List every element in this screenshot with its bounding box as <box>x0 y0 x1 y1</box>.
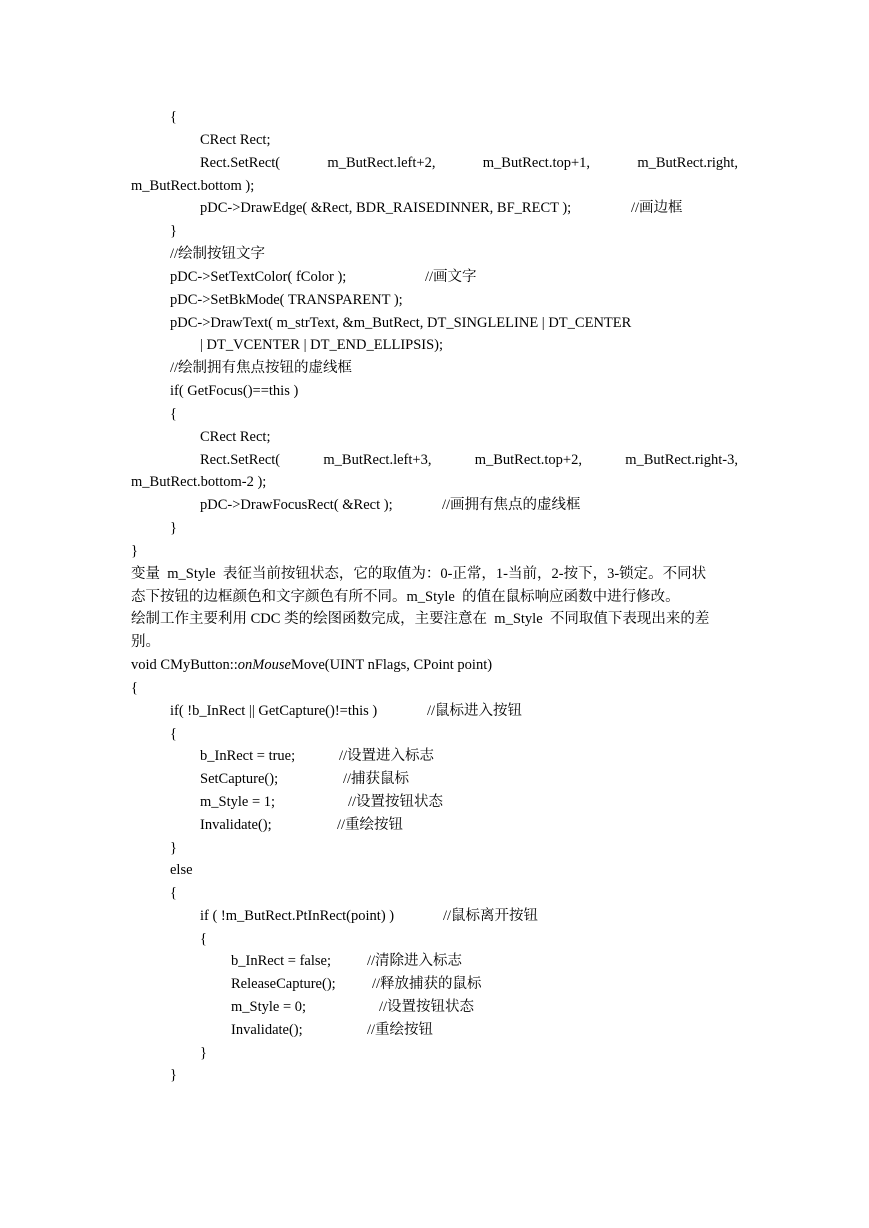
code-comment: //重绘按钮 <box>367 1022 434 1038</box>
code-token: m_ButRect.top+1, <box>482 155 591 171</box>
code-line: { <box>131 680 138 696</box>
code-token: m_ButRect.right, <box>637 155 738 171</box>
code-line: } <box>200 1045 207 1061</box>
paragraph-line: 变量 m_Style 表征当前按钮状态，它的取值为：0-正常，1-当前，2-按下，3-锁定。不同状 <box>131 566 707 582</box>
code-token: Rect.SetRect( <box>200 452 281 468</box>
code-comment: //设置按钮状态 <box>348 794 444 810</box>
code-token: m_ButRect.right-3, <box>625 452 738 468</box>
function-signature <box>131 656 492 674</box>
code-line: pDC->DrawText( m_strText, &m_ButRect, DT_SINGLELINE | DT_CENTER <box>170 315 632 331</box>
code-token: m_ButRect.left+3, <box>323 452 432 468</box>
code-line: if ( !m_ButRect.PtInRect(point) ) <box>200 908 395 924</box>
code-line: Invalidate(); <box>231 1022 303 1038</box>
sig-part-italic: onMouse <box>237 657 291 673</box>
code-line: } <box>131 543 138 559</box>
code-line: CRect Rect; <box>200 132 271 148</box>
code-comment: //释放捕获的鼠标 <box>372 976 482 992</box>
code-line-justified <box>200 451 738 469</box>
code-line: { <box>170 406 177 422</box>
code-line: pDC->DrawFocusRect( &Rect ); <box>200 497 393 513</box>
paragraph-line: 绘制工作主要利用 CDC 类的绘图函数完成，主要注意在 m_Style 不同取值下表现出来的差 <box>131 611 710 627</box>
sig-part: void CMyButton:: <box>131 657 238 673</box>
code-line: b_InRect = true; <box>200 748 296 764</box>
code-comment: //鼠标离开按钮 <box>443 908 539 924</box>
code-line: ReleaseCapture(); <box>231 976 336 992</box>
code-token: m_ButRect.left+2, <box>327 155 436 171</box>
code-line: pDC->SetTextColor( fColor ); <box>170 269 347 285</box>
sig-part: Move(UINT nFlags, CPoint point) <box>290 657 493 673</box>
code-line: m_ButRect.bottom ); <box>131 178 255 194</box>
code-comment: //绘制按钮文字 <box>170 246 266 262</box>
code-line: { <box>200 931 207 947</box>
code-line: m_Style = 1; <box>200 794 276 810</box>
code-line: else <box>170 862 193 878</box>
code-line: m_Style = 0; <box>231 999 307 1015</box>
code-line: { <box>170 109 177 125</box>
code-token: Rect.SetRect( <box>200 155 281 171</box>
code-comment: //画拥有焦点的虚线框 <box>442 497 581 513</box>
code-line: } <box>170 223 177 239</box>
code-comment: //设置进入标志 <box>339 748 435 764</box>
code-line: pDC->SetBkMode( TRANSPARENT ); <box>170 292 403 308</box>
code-token: m_ButRect.top+2, <box>474 452 582 468</box>
code-comment: //绘制拥有焦点按钮的虚线框 <box>170 360 353 376</box>
code-line: if( !b_InRect || GetCapture()!=this ) <box>170 703 378 719</box>
code-comment: //画文字 <box>425 269 477 285</box>
code-line-justified <box>200 154 738 172</box>
code-line: b_InRect = false; <box>231 953 331 969</box>
paragraph-line: 态下按钮的边框颜色和文字颜色有所不同。m_Style 的值在鼠标响应函数中进行修改。 <box>131 589 680 605</box>
code-comment: //画边框 <box>631 200 683 216</box>
code-line: { <box>170 885 177 901</box>
code-line: } <box>170 1067 177 1083</box>
code-line: pDC->DrawEdge( &Rect, BDR_RAISEDINNER, BF_RECT ); <box>200 200 572 216</box>
code-line: m_ButRect.bottom-2 ); <box>131 474 267 490</box>
code-comment: //设置按钮状态 <box>379 999 475 1015</box>
code-comment: //鼠标进入按钮 <box>427 703 523 719</box>
code-line: CRect Rect; <box>200 429 271 445</box>
code-line: | DT_VCENTER | DT_END_ELLIPSIS); <box>200 337 444 353</box>
code-line: if( GetFocus()==this ) <box>170 383 299 399</box>
paragraph-line: 别。 <box>131 634 160 650</box>
code-line: } <box>170 840 177 856</box>
code-line: Invalidate(); <box>200 817 272 833</box>
code-line: } <box>170 520 177 536</box>
code-line: SetCapture(); <box>200 771 279 787</box>
code-comment: //重绘按钮 <box>337 817 404 833</box>
code-comment: //清除进入标志 <box>367 953 463 969</box>
code-line: { <box>170 726 177 742</box>
code-comment: //捕获鼠标 <box>343 771 410 787</box>
